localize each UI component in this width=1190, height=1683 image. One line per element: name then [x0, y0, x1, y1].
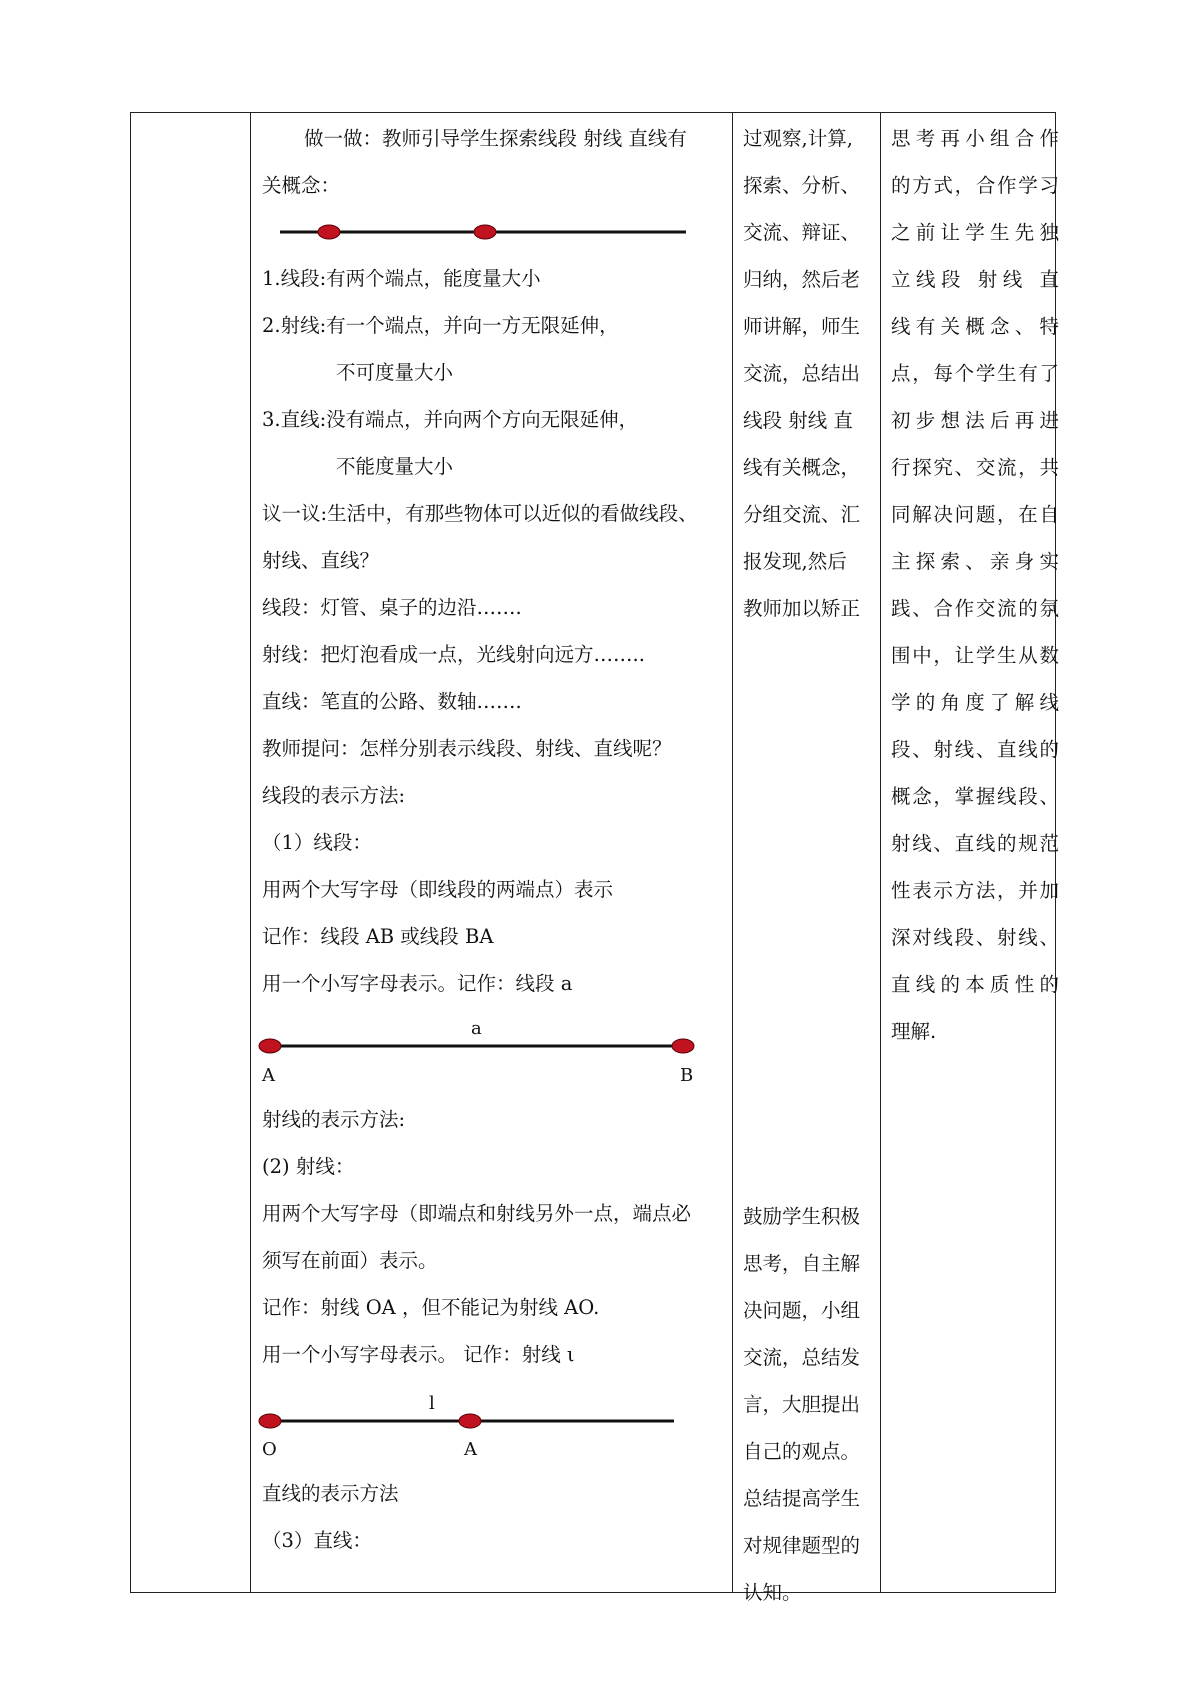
ray-point-a: [459, 1414, 481, 1428]
col3-line: 言，大胆提出: [743, 1393, 861, 1416]
col4-line: 主探索、亲身实: [891, 550, 1059, 573]
col3-line: 鼓励学生积极: [743, 1205, 861, 1228]
ray-notation: 记作：射线 OA ，但不能记为射线 AO.: [262, 1296, 600, 1319]
intro-line-1: 做一做：教师引导学生探索线段 射线 直线有: [304, 127, 687, 150]
col3-line: 交流、辩证、: [743, 221, 861, 244]
def-ray-line-1: 2.射线:有一个端点，并向一方无限延伸，: [262, 314, 619, 337]
ray-label-l: l: [429, 1393, 435, 1414]
col4-line: 行探究、交流，共: [891, 456, 1059, 479]
segment-notation: 记作：线段 AB 或线段 BA: [262, 925, 494, 948]
col3-line: 认知。: [743, 1581, 802, 1604]
line-method-title: 直线的表示方法: [262, 1482, 399, 1505]
segment-label-B: B: [680, 1065, 694, 1086]
col4-line: 思考再小组合作: [891, 127, 1059, 150]
col3-line: 报发现,然后: [743, 550, 847, 573]
ray-label-A: A: [464, 1439, 477, 1460]
def-line-line-2: 不能度量大小: [336, 455, 454, 478]
col3-line: 对规律题型的: [743, 1534, 861, 1557]
col4-line: 性表示方法，并加: [891, 879, 1059, 902]
segment-method-title: 线段的表示方法:: [262, 784, 406, 807]
ray-heading: (2) 射线：: [262, 1155, 355, 1178]
top-point-1: [318, 225, 340, 239]
col3-line: 探索、分析、: [743, 174, 861, 197]
ray-diagram: [258, 1411, 678, 1431]
col4-line: 概念，掌握线段、: [891, 785, 1059, 808]
segment-diagram: [258, 1036, 698, 1056]
table-divider-1: [250, 112, 251, 1593]
segment-label-A: A: [262, 1065, 275, 1086]
ray-description-1: 用两个大写字母（即端点和射线另外一点，端点必: [262, 1202, 692, 1225]
segment-endpoint-b: [672, 1039, 694, 1053]
col4-line: 射线、直线的规范: [891, 832, 1059, 855]
col4-line: 深对线段、射线、: [891, 926, 1059, 949]
col3-line: 交流，总结发: [743, 1346, 861, 1369]
example-segment: 线段：灯管、桌子的边沿…….: [262, 596, 522, 619]
col3-line: 交流，总结出: [743, 362, 861, 385]
intro-line-2: 关概念：: [262, 174, 341, 197]
col3-line: 师讲解，师生: [743, 315, 861, 338]
col3-line: 决问题，小组: [743, 1299, 861, 1322]
def-line-line-1: 3.直线:没有端点，并向两个方向无限延伸，: [262, 408, 639, 431]
table-divider-3: [880, 112, 881, 1593]
teacher-question: 教师提问：怎样分别表示线段、射线、直线呢？: [262, 737, 672, 760]
col3-line: 过观察,计算,: [743, 127, 853, 150]
col4-line: 围中，让学生从数: [891, 644, 1059, 667]
ray-lowercase-notation: 用一个小写字母表示。 记作：射线 ι: [262, 1343, 575, 1366]
ray-endpoint-o: [259, 1414, 281, 1428]
col3-line: 自己的观点。: [743, 1440, 861, 1463]
line-diagram-top: [280, 222, 690, 242]
discuss-line-2: 射线、直线？: [262, 549, 380, 572]
table-divider-2: [732, 112, 733, 1593]
col3-line: 分组交流、汇: [743, 503, 861, 526]
col3-line: 线有关概念，: [743, 456, 861, 479]
col3-line: 归纳，然后老: [743, 268, 861, 291]
ray-label-O: O: [262, 1439, 277, 1460]
col4-line: 初步想法后再进: [891, 409, 1059, 432]
segment-endpoint-a: [259, 1039, 281, 1053]
col3-line: 总结提高学生: [743, 1487, 861, 1510]
col4-line: 学的角度了解线: [891, 691, 1059, 714]
def-segment: 1.线段:有两个端点，能度量大小: [262, 267, 541, 290]
segment-heading: （1）线段：: [262, 831, 372, 854]
col4-line: 的方式，合作学习: [891, 174, 1059, 197]
col4-line: 直线的本质性的: [891, 973, 1059, 996]
discuss-line-1: 议一议:生活中，有那些物体可以近似的看做线段、: [262, 502, 698, 525]
top-point-2: [474, 225, 496, 239]
segment-label-a: a: [471, 1018, 482, 1039]
col4-line: 立线段 射线 直: [891, 268, 1059, 291]
col3-line: 线段 射线 直: [743, 409, 853, 432]
ray-method-title: 射线的表示方法:: [262, 1108, 406, 1131]
col4-line: 同解决问题，在自: [891, 503, 1059, 526]
segment-description: 用两个大写字母（即线段的两端点）表示: [262, 878, 614, 901]
col4-line: 践、合作交流的氛: [891, 597, 1059, 620]
col4-line: 线有关概念、特: [891, 315, 1059, 338]
col4-line: 段、射线、直线的: [891, 738, 1059, 761]
col4-line: 点，每个学生有了: [891, 362, 1059, 385]
col3-line: 教师加以矫正: [743, 597, 861, 620]
col4-line: 理解.: [891, 1020, 937, 1043]
line-heading: （3）直线：: [262, 1529, 372, 1552]
ray-description-2: 须写在前面）表示。: [262, 1249, 438, 1272]
example-ray: 射线：把灯泡看成一点，光线射向远方……..: [262, 643, 645, 666]
col4-line: 之前让学生先独: [891, 221, 1059, 244]
segment-lowercase-notation: 用一个小写字母表示。记作：线段 a: [262, 972, 573, 995]
def-ray-line-2: 不可度量大小: [336, 361, 454, 384]
col3-line: 思考，自主解: [743, 1252, 861, 1275]
example-line: 直线：笔直的公路、数轴…….: [262, 690, 522, 713]
